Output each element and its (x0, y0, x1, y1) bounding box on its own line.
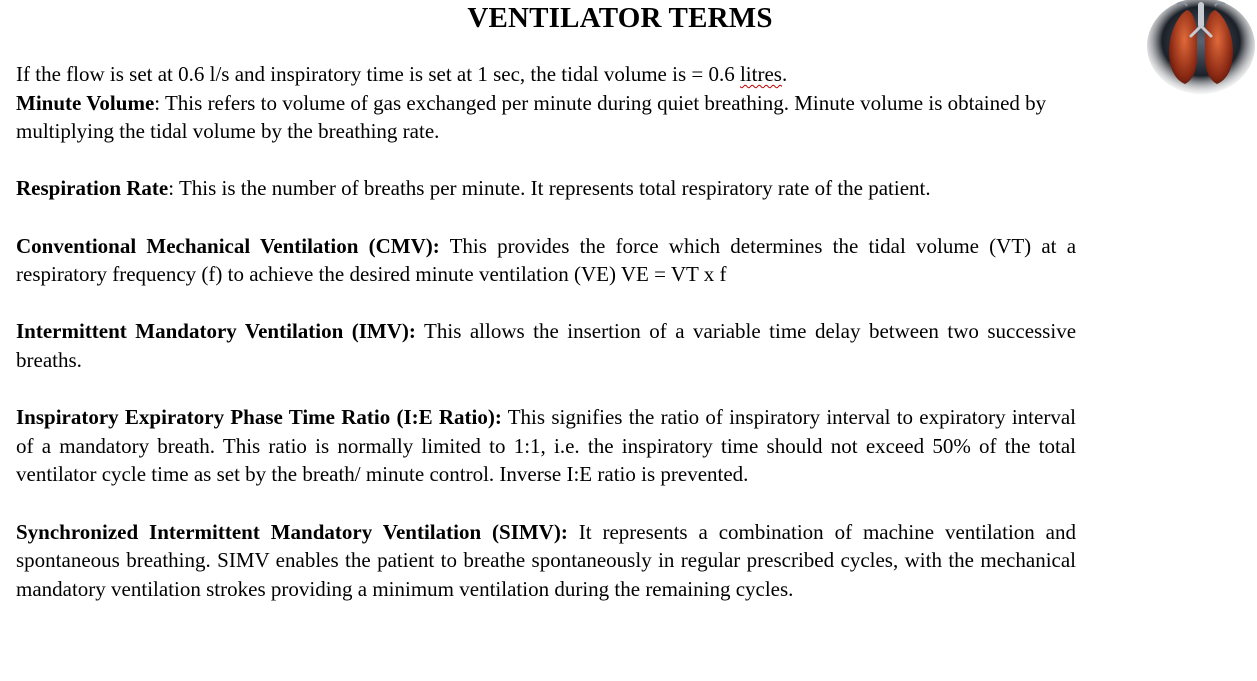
term-heading: Intermittent Mandatory Ventilation (IMV): (16, 319, 416, 344)
term-cmv (16, 232, 1076, 289)
term-definition: This refers to volume of gas exchanged per minute during quiet breathing. Minute volume is obtained by multiplying the tidal volume by the breathing rate. (16, 90, 1047, 144)
term-ie-ratio (16, 403, 1076, 489)
term-respiration-rate (16, 174, 1076, 203)
term-heading: Respiration Rate (16, 176, 169, 201)
term-definition: It represents a combination of machine ventilation and spontaneous breathing. SIMV enables the patient to breathe spontaneously in regular prescribed cycles, with the mechanical mandatory ventilation strokes providing a minimum ventilation during the remaining cycles. (16, 519, 1077, 601)
term-definition: This allows the insertion of a variable time delay between two successive breaths. (16, 319, 1077, 372)
term-heading: Conventional Mechanical Ventilation (CMV): (16, 233, 440, 258)
tidal-volume-example-suffix: . (781, 62, 788, 86)
term-minute-volume (16, 89, 1076, 146)
term-simv (16, 518, 1076, 604)
lungs-anatomy-icon (1147, 0, 1255, 96)
misspelled-word: litres (739, 62, 782, 86)
term-separator: : (154, 90, 161, 115)
term-heading: Inspiratory Expiratory Phase Time Ratio (I:E Ratio): (16, 405, 502, 430)
term-separator: : (168, 176, 175, 201)
term-heading: Minute Volume (16, 90, 155, 115)
term-definition: This signifies the ratio of inspiratory interval to expiratory interval of a mandatory breath. This ratio is normally limited to 1:1, i.e. the inspiratory time should not exceed 50% of the total ventilator cycle time as set by the breath/ minute control. Inverse I:E ratio is prevented. (16, 405, 1076, 487)
tidal-volume-example (16, 60, 1076, 89)
page-title: VENTILATOR TERMS (467, 2, 773, 34)
term-definition: This is the number of breaths per minute. It represents total respiratory rate of the patient. (174, 176, 931, 201)
term-imv (16, 317, 1076, 374)
term-heading: Synchronized Intermittent Mandatory Ventilation (SIMV): (16, 519, 568, 544)
document-body (16, 60, 1076, 603)
term-definition: This provides the force which determines the tidal volume (VT) at a respiratory frequency (f) to achieve the desired minute ventilation (VE) VE = VT x f (16, 233, 1077, 287)
tidal-volume-example-text: If the flow is set at 0.6 l/s and inspiratory time is set at 1 sec, the tidal volume is = 0.6 (16, 62, 740, 86)
